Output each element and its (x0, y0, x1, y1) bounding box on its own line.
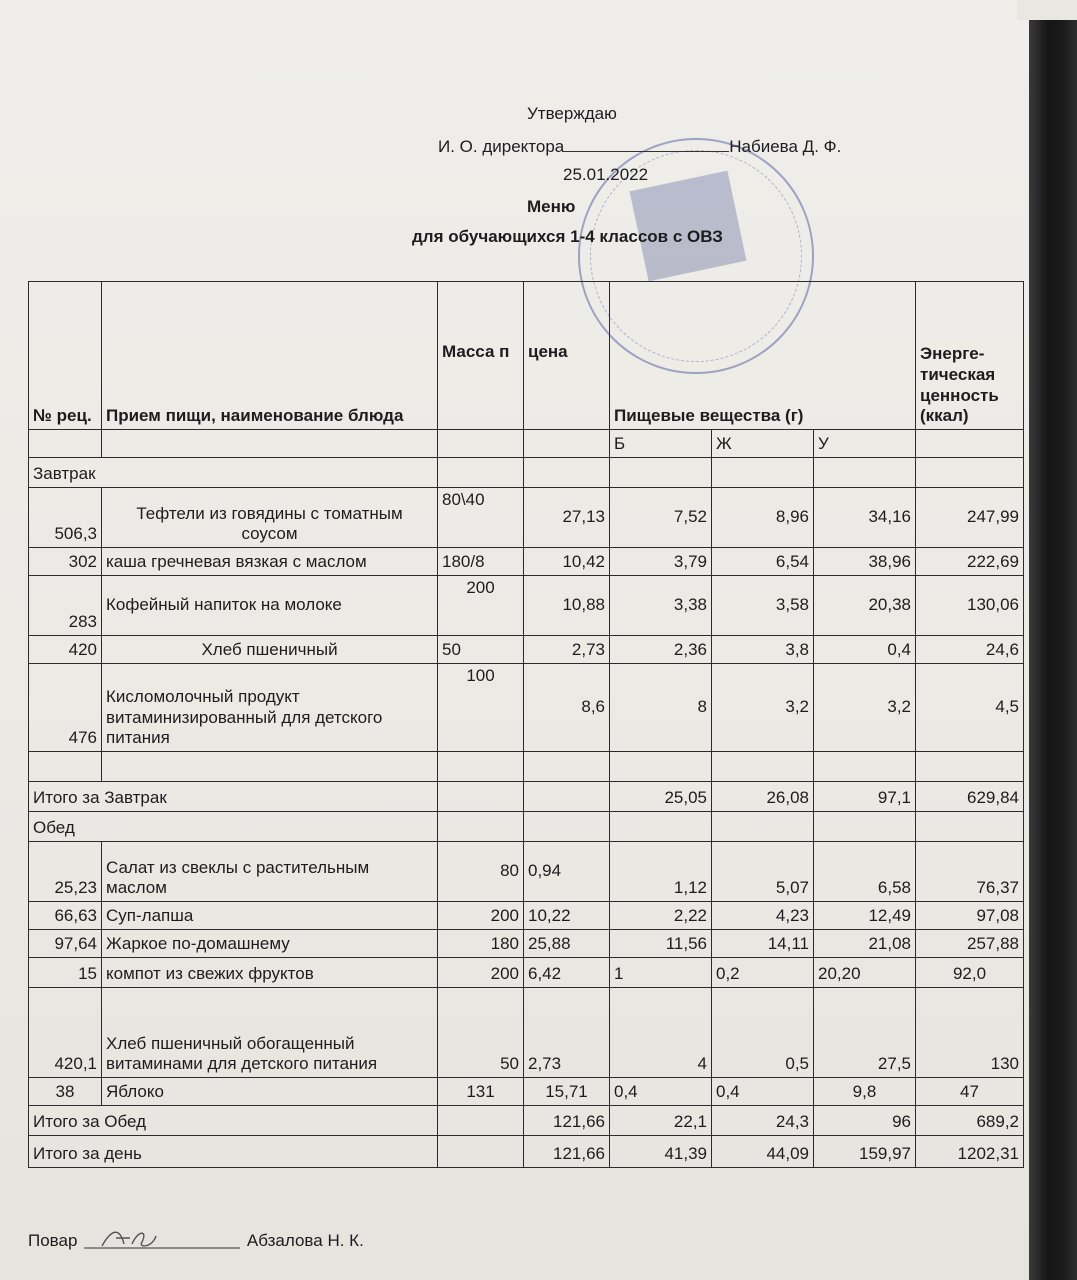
table-cell: 302 (29, 548, 102, 576)
table-cell: 180 (438, 930, 524, 958)
day-total-row (29, 1136, 1024, 1168)
table-cell (916, 812, 1024, 842)
table-cell (524, 782, 610, 812)
table-cell: 0,94 (524, 842, 610, 902)
table-cell: 47 (916, 1078, 1024, 1106)
table-cell: Итого за Завтрак (29, 782, 438, 812)
table-cell: каша гречневая вязкая с маслом (102, 548, 438, 576)
table-cell: 26,08 (712, 782, 814, 812)
table-cell: Итого за день (29, 1136, 438, 1168)
table-cell: 27,5 (814, 988, 916, 1078)
table-row (29, 1078, 1024, 1106)
breakfast-total-row (29, 782, 1024, 812)
table-cell: 21,08 (814, 930, 916, 958)
table-cell: 76,37 (916, 842, 1024, 902)
table-cell: 2,73 (524, 636, 610, 664)
table-cell: 80 (438, 842, 524, 902)
table-cell: 12,49 (814, 902, 916, 930)
table-row (29, 842, 1024, 902)
table-cell: Суп-лапша (102, 902, 438, 930)
table-cell: 0,4 (712, 1078, 814, 1106)
cook-signature-line (28, 1224, 364, 1252)
table-cell: 4 (610, 988, 712, 1078)
table-cell: 96 (814, 1106, 916, 1136)
table-cell: 257,88 (916, 930, 1024, 958)
table-cell: 92,0 (916, 958, 1024, 988)
table-cell: 27,13 (524, 488, 610, 548)
table-cell: 20,38 (814, 576, 916, 636)
table-row (29, 664, 1024, 752)
table-cell: 131 (438, 1078, 524, 1106)
table-row (29, 930, 1024, 958)
table-cell: 8,6 (524, 664, 610, 752)
table-cell: 3,58 (712, 576, 814, 636)
table-cell: 180/8 (438, 548, 524, 576)
lunch-total-row (29, 1106, 1024, 1136)
col-header-price: цена (524, 282, 610, 430)
table-cell: компот из свежих фруктов (102, 958, 438, 988)
table-cell: 10,42 (524, 548, 610, 576)
table-cell: 283 (29, 576, 102, 636)
table-cell (814, 752, 916, 782)
empty-row (29, 752, 1024, 782)
table-cell: 1 (610, 958, 712, 988)
menu-table (28, 281, 1024, 1168)
table-cell: 11,56 (610, 930, 712, 958)
table-cell: Хлеб пшеничный обогащенный витаминами для детского питания (102, 988, 438, 1078)
director-name: Набиева Д. Ф. (729, 137, 842, 156)
table-row (29, 958, 1024, 988)
table-cell: 8,96 (712, 488, 814, 548)
table-cell: 4,5 (916, 664, 1024, 752)
table-cell: 3,79 (610, 548, 712, 576)
table-cell: Тефтели из говядины с томатным соусом (102, 488, 438, 548)
table-cell: 97,1 (814, 782, 916, 812)
table-row (29, 636, 1024, 664)
table-cell: 3,2 (814, 664, 916, 752)
table-cell: 420 (29, 636, 102, 664)
section-label: Обед (29, 812, 438, 842)
table-cell: 41,39 (610, 1136, 712, 1168)
table-cell: 34,16 (814, 488, 916, 548)
table-cell (438, 430, 524, 458)
col-header-name: Прием пищи, наименование блюда (102, 282, 438, 430)
table-cell: 629,84 (916, 782, 1024, 812)
table-cell: 44,09 (712, 1136, 814, 1168)
table-cell (438, 812, 524, 842)
table-cell: 247,99 (916, 488, 1024, 548)
table-cell: 7,52 (610, 488, 712, 548)
table-cell: 2,73 (524, 988, 610, 1078)
table-cell: Итого за Обед (29, 1106, 438, 1136)
section-label: Завтрак (29, 458, 438, 488)
table-cell (610, 458, 712, 488)
table-cell: 5,07 (712, 842, 814, 902)
table-cell: 24,6 (916, 636, 1024, 664)
table-cell (610, 752, 712, 782)
director-line (438, 135, 841, 157)
section-row-lunch (29, 812, 1024, 842)
table-cell (438, 1136, 524, 1168)
signature-scribble (82, 1224, 242, 1252)
table-cell: 200 (438, 958, 524, 988)
table-row (29, 576, 1024, 636)
cook-label: Повар (28, 1231, 78, 1250)
col-header-energy: Энерге-тическая ценность (ккал) (916, 282, 1024, 430)
table-cell: 3,2 (712, 664, 814, 752)
signature-line (564, 135, 729, 152)
table-cell: 22,1 (610, 1106, 712, 1136)
table-cell: 130,06 (916, 576, 1024, 636)
table-cell: 121,66 (524, 1136, 610, 1168)
table-cell: 50 (438, 636, 524, 664)
approval-date: 25.01.2022 (563, 165, 649, 184)
col-header-nutrients: Пищевые вещества (г) (610, 282, 916, 430)
table-cell: 97,64 (29, 930, 102, 958)
table-cell: Кофейный напиток на молоке (102, 576, 438, 636)
table-cell: Жаркое по-домашнему (102, 930, 438, 958)
table-cell (712, 812, 814, 842)
table-cell: 15 (29, 958, 102, 988)
table-cell (438, 458, 524, 488)
cook-name: Абзалова Н. К. (246, 1231, 364, 1250)
table-cell: 24,3 (712, 1106, 814, 1136)
table-cell (524, 430, 610, 458)
table-cell: 97,08 (916, 902, 1024, 930)
director-label: И. О. директора (438, 137, 565, 156)
table-cell: 6,42 (524, 958, 610, 988)
table-cell: 420,1 (29, 988, 102, 1078)
table-row (29, 902, 1024, 930)
table-cell: 3,38 (610, 576, 712, 636)
table-row (29, 548, 1024, 576)
table-cell: 25,88 (524, 930, 610, 958)
table-cell: 0,4 (814, 636, 916, 664)
table-cell: 1,12 (610, 842, 712, 902)
table-cell: Хлеб пшеничный (102, 636, 438, 664)
table-cell: 1202,31 (916, 1136, 1024, 1168)
table-cell: 6,54 (712, 548, 814, 576)
table-cell: 0,2 (712, 958, 814, 988)
table-cell: 25,23 (29, 842, 102, 902)
table-cell (29, 430, 102, 458)
table-cell: 9,8 (814, 1078, 916, 1106)
table-cell: 3,8 (712, 636, 814, 664)
table-cell (916, 430, 1024, 458)
table-cell (610, 812, 712, 842)
table-cell (814, 458, 916, 488)
table-cell: 14,11 (712, 930, 814, 958)
menu-title: Меню (527, 197, 576, 216)
table-cell (438, 1106, 524, 1136)
table-cell: 0,4 (610, 1078, 712, 1106)
table-cell (438, 782, 524, 812)
table-cell: 130 (916, 988, 1024, 1078)
table-cell: 8 (610, 664, 712, 752)
approve-label: Утверждаю (527, 104, 617, 123)
table-cell (102, 752, 438, 782)
table-cell: 38 (29, 1078, 102, 1106)
table-cell: 689,2 (916, 1106, 1024, 1136)
table-row (29, 488, 1024, 548)
table-cell: 38,96 (814, 548, 916, 576)
col-header-mass: Масса п (438, 282, 524, 430)
col-header-zh: Ж (712, 430, 814, 458)
table-row (29, 988, 1024, 1078)
table-cell: 6,58 (814, 842, 916, 902)
table-cell: 100 (438, 664, 524, 752)
table-cell (524, 458, 610, 488)
table-cell (438, 752, 524, 782)
table-cell: 121,66 (524, 1106, 610, 1136)
dark-edge (1029, 0, 1077, 1280)
table-cell (814, 812, 916, 842)
col-header-b: Б (610, 430, 712, 458)
table-cell: Салат из свеклы с растительным маслом (102, 842, 438, 902)
table-cell: 506,3 (29, 488, 102, 548)
table-cell (524, 752, 610, 782)
table-cell: 0,5 (712, 988, 814, 1078)
table-cell: Кисломолочный продукт витаминизированный для детского питания (102, 664, 438, 752)
table-cell: 4,23 (712, 902, 814, 930)
table-cell: 15,71 (524, 1078, 610, 1106)
table-subheader-row (29, 430, 1024, 458)
table-cell (524, 812, 610, 842)
table-cell: 50 (438, 988, 524, 1078)
table-cell: 10,88 (524, 576, 610, 636)
table-cell: 10,22 (524, 902, 610, 930)
menu-subtitle: для обучающихся 1-4 классов с ОВЗ (412, 227, 723, 246)
table-cell: Яблоко (102, 1078, 438, 1106)
table-cell (29, 752, 102, 782)
table-cell: 2,36 (610, 636, 712, 664)
table-cell: 200 (438, 576, 524, 636)
section-row-breakfast (29, 458, 1024, 488)
table-cell (916, 752, 1024, 782)
table-header-row (29, 282, 1024, 430)
table-cell: 25,05 (610, 782, 712, 812)
table-cell (712, 458, 814, 488)
table-cell: 20,20 (814, 958, 916, 988)
col-header-u: У (814, 430, 916, 458)
table-cell: 80\40 (438, 488, 524, 548)
col-header-num: № рец. (29, 282, 102, 430)
table-cell: 222,69 (916, 548, 1024, 576)
table-cell: 66,63 (29, 902, 102, 930)
table-cell (916, 458, 1024, 488)
table-cell: 476 (29, 664, 102, 752)
table-cell (712, 752, 814, 782)
table-cell: 159,97 (814, 1136, 916, 1168)
table-cell (102, 430, 438, 458)
table-cell: 200 (438, 902, 524, 930)
table-cell: 2,22 (610, 902, 712, 930)
